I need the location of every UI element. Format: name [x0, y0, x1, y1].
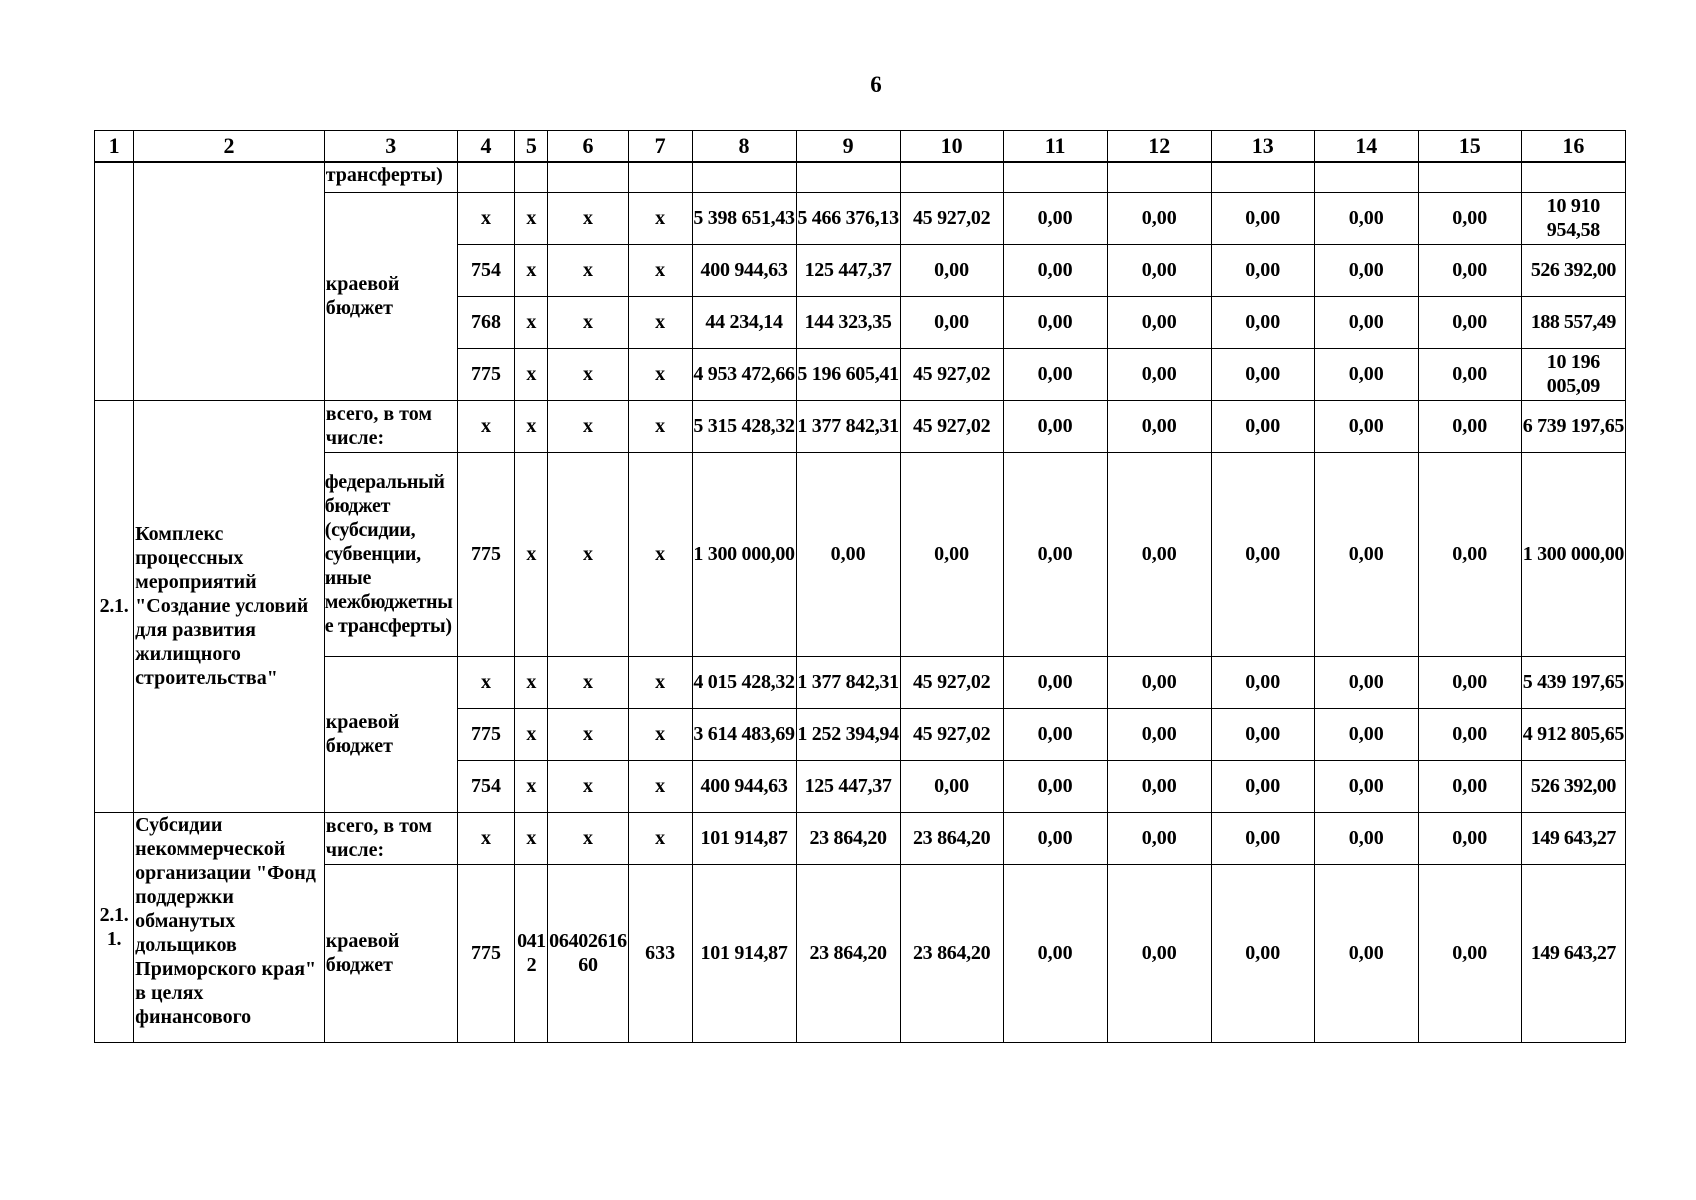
cell: x — [515, 452, 548, 656]
value-cell: 0,00 — [1418, 192, 1521, 244]
table-row — [95, 864, 1626, 1042]
header-cell: 7 — [628, 131, 692, 163]
cell: x — [457, 656, 515, 708]
cell: x — [515, 244, 548, 296]
value-cell: 0,00 — [1418, 244, 1521, 296]
cell: x — [628, 348, 692, 400]
value-cell: 23 864,20 — [796, 864, 900, 1042]
cell — [515, 162, 548, 192]
cell: x — [628, 296, 692, 348]
value-cell: 0,00 — [1107, 452, 1211, 656]
value-cell: 45 927,02 — [900, 400, 1003, 452]
value-cell: 3 614 483,69 — [692, 708, 796, 760]
row-name-cell: Субсидии некоммерческой организации "Фонд поддержки обманутых дольщиков Приморского края" в целях финансового — [134, 812, 325, 1042]
cell: x — [548, 348, 628, 400]
value-cell: 0,00 — [900, 244, 1003, 296]
source-cell: краевой бюджет — [324, 864, 457, 1042]
value-cell: 4 953 472,66 — [692, 348, 796, 400]
value-cell: 0,00 — [1107, 656, 1211, 708]
cell: x — [548, 760, 628, 812]
value-cell: 45 927,02 — [900, 656, 1003, 708]
value-cell: 0,00 — [900, 296, 1003, 348]
value-cell: 149 643,27 — [1521, 864, 1625, 1042]
value-cell: 45 927,02 — [900, 708, 1003, 760]
value-cell: 0,00 — [1107, 812, 1211, 864]
value-cell: 5 315 428,32 — [692, 400, 796, 452]
header-cell: 11 — [1003, 131, 1107, 163]
header-cell: 3 — [324, 131, 457, 163]
row-name-cell — [134, 162, 325, 400]
value-cell: 0,00 — [796, 452, 900, 656]
header-cell: 9 — [796, 131, 900, 163]
cell: 775 — [457, 452, 515, 656]
table-header-row — [95, 131, 1626, 163]
source-cell: краевой бюджет — [324, 192, 457, 400]
cell: x — [515, 812, 548, 864]
value-cell: 0,00 — [1211, 452, 1314, 656]
cell: x — [628, 760, 692, 812]
value-cell: 0,00 — [1418, 812, 1521, 864]
cell — [1521, 162, 1625, 192]
cell: x — [457, 192, 515, 244]
value-cell: 125 447,37 — [796, 244, 900, 296]
value-cell: 1 300 000,00 — [692, 452, 796, 656]
cell: 0640261660 — [548, 864, 628, 1042]
value-cell: 0,00 — [1314, 244, 1418, 296]
header-cell: 12 — [1107, 131, 1211, 163]
value-cell: 0,00 — [1003, 760, 1107, 812]
value-cell: 10 910 954,58 — [1521, 192, 1625, 244]
value-cell: 101 914,87 — [692, 812, 796, 864]
row-number-cell: 2.1. — [95, 400, 134, 812]
cell: x — [548, 400, 628, 452]
cell — [796, 162, 900, 192]
cell: x — [548, 296, 628, 348]
cell: x — [548, 708, 628, 760]
source-cell: краевой бюджет — [324, 656, 457, 812]
cell: 754 — [457, 760, 515, 812]
value-cell: 0,00 — [1107, 296, 1211, 348]
value-cell: 0,00 — [1003, 192, 1107, 244]
value-cell: 44 234,14 — [692, 296, 796, 348]
value-cell: 526 392,00 — [1521, 244, 1625, 296]
header-cell: 6 — [548, 131, 628, 163]
value-cell: 125 447,37 — [796, 760, 900, 812]
value-cell: 0,00 — [1003, 656, 1107, 708]
cell: 633 — [628, 864, 692, 1042]
value-cell: 0,00 — [1314, 296, 1418, 348]
cell — [900, 162, 1003, 192]
cell — [457, 162, 515, 192]
value-cell: 5 439 197,65 — [1521, 656, 1625, 708]
value-cell: 1 252 394,94 — [796, 708, 900, 760]
header-cell: 13 — [1211, 131, 1314, 163]
table-row — [95, 400, 1626, 452]
value-cell: 0,00 — [1314, 656, 1418, 708]
value-cell: 0,00 — [1418, 452, 1521, 656]
budget-table — [94, 130, 1626, 1043]
cell: 754 — [457, 244, 515, 296]
source-cell: федеральный бюджет (субсидии, субвенции, иные межбюджетные трансферты) — [324, 452, 457, 656]
value-cell: 0,00 — [1211, 400, 1314, 452]
value-cell: 0,00 — [1107, 708, 1211, 760]
cell — [1003, 162, 1107, 192]
value-cell: 1 377 842,31 — [796, 400, 900, 452]
value-cell: 0,00 — [1418, 656, 1521, 708]
source-cell: трансферты) — [324, 162, 457, 192]
cell: x — [457, 400, 515, 452]
cell: x — [628, 452, 692, 656]
value-cell: 0,00 — [1003, 864, 1107, 1042]
value-cell: 0,00 — [1211, 296, 1314, 348]
value-cell: 0,00 — [1003, 708, 1107, 760]
cell — [1107, 162, 1211, 192]
value-cell: 0,00 — [1418, 400, 1521, 452]
value-cell: 0,00 — [1418, 864, 1521, 1042]
page-number: 6 — [870, 72, 882, 97]
cell — [1211, 162, 1314, 192]
value-cell: 101 914,87 — [692, 864, 796, 1042]
value-cell: 188 557,49 — [1521, 296, 1625, 348]
cell: 768 — [457, 296, 515, 348]
value-cell: 45 927,02 — [900, 192, 1003, 244]
cell: x — [515, 708, 548, 760]
cell: x — [628, 812, 692, 864]
value-cell: 0,00 — [1003, 348, 1107, 400]
cell: x — [515, 760, 548, 812]
value-cell: 0,00 — [1418, 296, 1521, 348]
value-cell: 0,00 — [1211, 708, 1314, 760]
cell — [692, 162, 796, 192]
value-cell: 45 927,02 — [900, 348, 1003, 400]
header-cell: 4 — [457, 131, 515, 163]
cell: x — [515, 656, 548, 708]
cell: 775 — [457, 348, 515, 400]
value-cell: 0,00 — [1107, 244, 1211, 296]
value-cell: 400 944,63 — [692, 244, 796, 296]
value-cell: 0,00 — [1314, 400, 1418, 452]
value-cell: 526 392,00 — [1521, 760, 1625, 812]
header-cell: 10 — [900, 131, 1003, 163]
value-cell: 0,00 — [1418, 708, 1521, 760]
header-cell: 1 — [95, 131, 134, 163]
cell: 775 — [457, 864, 515, 1042]
cell — [1314, 162, 1418, 192]
value-cell: 0,00 — [1314, 864, 1418, 1042]
value-cell: 0,00 — [1314, 760, 1418, 812]
cell: x — [515, 296, 548, 348]
value-cell: 0,00 — [1314, 192, 1418, 244]
cell: x — [628, 656, 692, 708]
value-cell: 6 739 197,65 — [1521, 400, 1625, 452]
row-number-cell — [95, 162, 134, 400]
value-cell: 0,00 — [1003, 452, 1107, 656]
value-cell: 0,00 — [1211, 348, 1314, 400]
value-cell: 23 864,20 — [796, 812, 900, 864]
row-name-cell: Комплекс процессных мероприятий "Создание условий для развития жилищного строительства" — [134, 400, 325, 812]
value-cell: 400 944,63 — [692, 760, 796, 812]
value-cell: 0,00 — [1314, 452, 1418, 656]
cell: x — [548, 812, 628, 864]
header-cell: 8 — [692, 131, 796, 163]
cell: x — [628, 400, 692, 452]
value-cell: 5 398 651,43 — [692, 192, 796, 244]
value-cell: 1 377 842,31 — [796, 656, 900, 708]
value-cell: 4 912 805,65 — [1521, 708, 1625, 760]
value-cell: 0,00 — [1211, 244, 1314, 296]
value-cell: 0,00 — [1314, 812, 1418, 864]
cell: x — [548, 192, 628, 244]
value-cell: 0,00 — [1003, 296, 1107, 348]
value-cell: 0,00 — [1107, 760, 1211, 812]
value-cell: 1 300 000,00 — [1521, 452, 1625, 656]
cell — [1418, 162, 1521, 192]
cell: x — [548, 656, 628, 708]
value-cell: 0,00 — [900, 452, 1003, 656]
cell: x — [628, 708, 692, 760]
value-cell: 23 864,20 — [900, 812, 1003, 864]
value-cell: 0,00 — [1211, 656, 1314, 708]
source-cell: всего, в том числе: — [324, 400, 457, 452]
value-cell: 0,00 — [1003, 244, 1107, 296]
table-row — [95, 162, 1626, 192]
value-cell: 0,00 — [1107, 348, 1211, 400]
cell: x — [548, 244, 628, 296]
value-cell: 0,00 — [1314, 708, 1418, 760]
table-row — [95, 452, 1626, 656]
value-cell: 0,00 — [1314, 348, 1418, 400]
cell: x — [548, 452, 628, 656]
value-cell: 0,00 — [1211, 760, 1314, 812]
value-cell: 10 196 005,09 — [1521, 348, 1625, 400]
cell — [548, 162, 628, 192]
cell: x — [515, 348, 548, 400]
table-row — [95, 656, 1626, 708]
value-cell: 0,00 — [1107, 400, 1211, 452]
source-cell: всего, в том числе: — [324, 812, 457, 864]
cell: x — [628, 244, 692, 296]
value-cell: 0,00 — [1107, 864, 1211, 1042]
value-cell: 0,00 — [1418, 348, 1521, 400]
value-cell: 0,00 — [1211, 864, 1314, 1042]
cell: 775 — [457, 708, 515, 760]
table-row — [95, 812, 1626, 864]
value-cell: 5 196 605,41 — [796, 348, 900, 400]
cell: x — [515, 400, 548, 452]
cell: x — [457, 812, 515, 864]
value-cell: 23 864,20 — [900, 864, 1003, 1042]
value-cell: 5 466 376,13 — [796, 192, 900, 244]
value-cell: 0,00 — [1418, 760, 1521, 812]
value-cell: 0,00 — [1003, 400, 1107, 452]
value-cell: 0,00 — [1107, 192, 1211, 244]
value-cell: 0,00 — [900, 760, 1003, 812]
header-cell: 16 — [1521, 131, 1625, 163]
table-row — [95, 192, 1626, 244]
header-cell: 15 — [1418, 131, 1521, 163]
header-cell: 5 — [515, 131, 548, 163]
header-cell: 2 — [134, 131, 325, 163]
cell: x — [515, 192, 548, 244]
value-cell: 149 643,27 — [1521, 812, 1625, 864]
header-cell: 14 — [1314, 131, 1418, 163]
value-cell: 144 323,35 — [796, 296, 900, 348]
row-number-cell: 2.1.1. — [95, 812, 134, 1042]
value-cell: 0,00 — [1003, 812, 1107, 864]
value-cell: 0,00 — [1211, 812, 1314, 864]
value-cell: 4 015 428,32 — [692, 656, 796, 708]
value-cell: 0,00 — [1211, 192, 1314, 244]
cell: 0412 — [515, 864, 548, 1042]
cell: x — [628, 192, 692, 244]
cell — [628, 162, 692, 192]
